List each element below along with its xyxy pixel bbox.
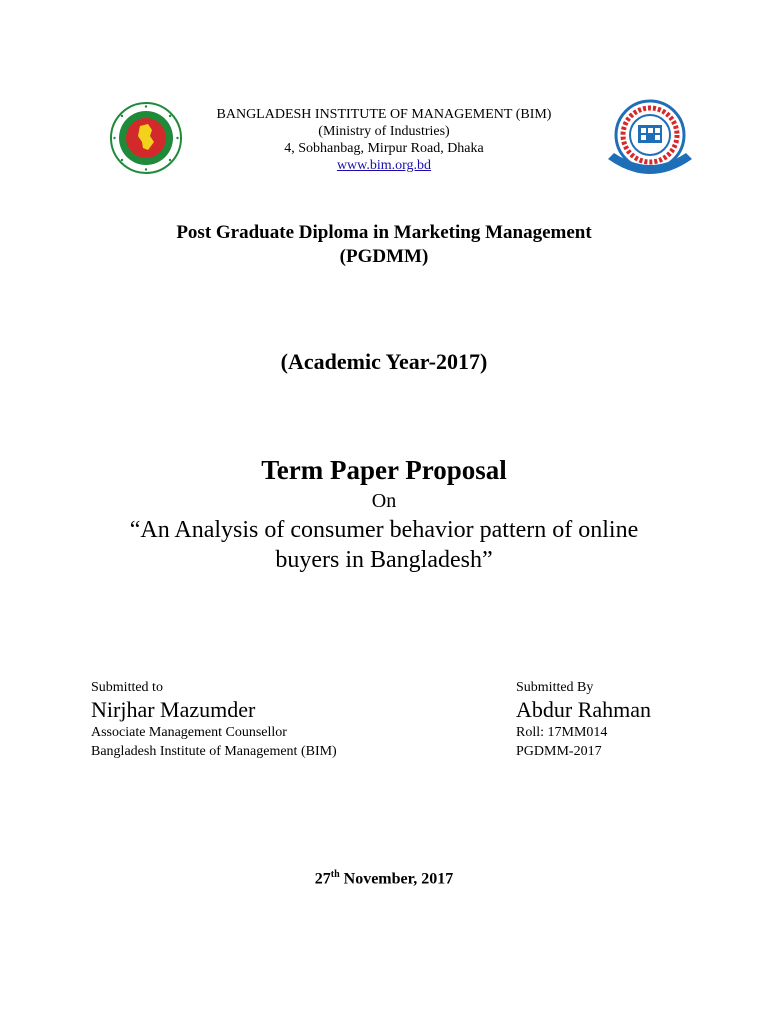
- submitted-by-block: [516, 678, 651, 761]
- submitted-to-organization: Bangladesh Institute of Management (BIM): [91, 744, 337, 759]
- program-name: Post Graduate Diploma in Marketing Management: [176, 222, 592, 243]
- date-suffix: th: [330, 869, 340, 880]
- academic-year: (Academic Year-2017): [280, 349, 488, 374]
- institute-name: BANGLADESH INSTITUTE OF MANAGEMENT (BIM): [216, 107, 552, 122]
- paper-title-line-2: buyers in Bangladesh”: [275, 547, 493, 573]
- website-link[interactable]: www.bim.org.bd: [336, 158, 432, 173]
- date-day: 27: [314, 870, 331, 888]
- submission-date: [0, 869, 768, 888]
- document-title: Term Paper Proposal: [261, 455, 507, 485]
- submitted-by-program: PGDMM-2017: [516, 744, 602, 759]
- website-line: [0, 157, 768, 174]
- program-abbr: (PGDMM): [339, 246, 429, 267]
- submitted-to-name: Nirjhar Mazumder: [91, 697, 256, 722]
- on-label: On: [371, 490, 397, 512]
- date-rest: November, 2017: [339, 870, 454, 888]
- submitted-by-roll: Roll: 17MM014: [516, 725, 608, 740]
- institute-address: 4, Sobhanbag, Mirpur Road, Dhaka: [284, 141, 484, 156]
- paper-title-line-1: “An Analysis of consumer behavior pattern of online: [129, 517, 639, 543]
- ministry-name: (Ministry of Industries): [318, 124, 450, 139]
- submitted-to-designation: Associate Management Counsellor: [91, 725, 287, 740]
- submitted-to-label: Submitted to: [91, 680, 163, 695]
- submitted-by-label: Submitted By: [516, 680, 594, 695]
- submitted-by-name: Abdur Rahman: [516, 697, 652, 722]
- submitted-to-block: [91, 678, 337, 761]
